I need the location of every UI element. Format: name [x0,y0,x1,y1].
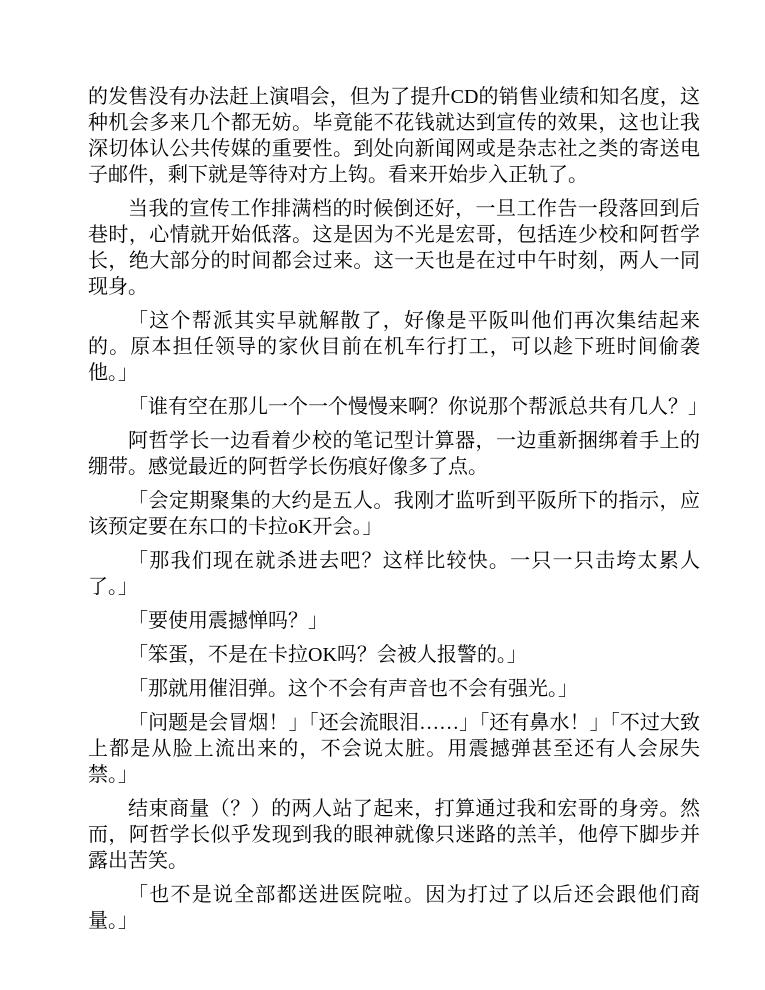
paragraph: 阿哲学长一边看着少校的笔记型计算器，一边重新捆绑着手上的绷带。感觉最近的阿哲学长伤痕好像多了点。 [88,430,700,478]
paragraph: 「要使用震撼惮吗？」 [128,610,328,632]
paragraph: 「问题是会冒烟！」「还会流眼泪……」「还有鼻水！」「不过大致上都是从脸上流出来的，不会说太脏。用震撼弹甚至还有人会尿失禁。」 [88,712,700,786]
paragraph: 「这个帮派其实早就解散了，好像是平阪叫他们再次集结起来的。原本担任领导的家伙目前在机车行打工，可以趁下班时间偷袭他。」 [88,310,700,384]
paragraph: 结束商量（？）的两人站了起来，打算通过我和宏哥的身旁。然而，阿哲学长似乎发现到我的眼神就像只迷路的羔羊，他停下脚步并露出苦笑。 [88,798,700,872]
paragraph: 「会定期聚集的大约是五人。我刚才监听到平阪所下的指示，应该预定要在东口的卡拉oK开会。」 [88,490,700,538]
paragraph: 「那我们现在就杀进去吧？这样比较快。一只一只击垮太累人了。」 [88,550,700,598]
paragraph: 「也不是说全部都送进医院啦。因为打过了以后还会跟他们商量。」 [88,884,700,932]
paragraph: 「谁有空在那儿一个一个慢慢来啊？你说那个帮派总共有几人？」 [128,396,708,418]
paragraph: 的发售没有办法赶上演唱会，但为了提升CD的销售业绩和知名度，这种机会多来几个都无妨。毕竟能不花钱就达到宣传的效果，这也让我深切体认公共传媒的重要性。到处向新闻网或是杂志社之类的寄送电子邮件，剩下就是等待对方上钩。看来开始步入正轨了。 [88,86,700,186]
paragraph: 当我的宣传工作排满档的时候倒还好，一旦工作告一段落回到后巷时，心情就开始低落。这是因为不光是宏哥，包括连少校和阿哲学长，绝大部分的时间都会过来。这一天也是在过中午时刻，两人一同现身。 [88,198,700,298]
paragraph: 「那就用催泪弹。这个不会有声音也不会有强光。」 [128,678,578,700]
paragraph: 「笨蛋，不是在卡拉OK吗？会被人报警的。」 [128,644,527,666]
